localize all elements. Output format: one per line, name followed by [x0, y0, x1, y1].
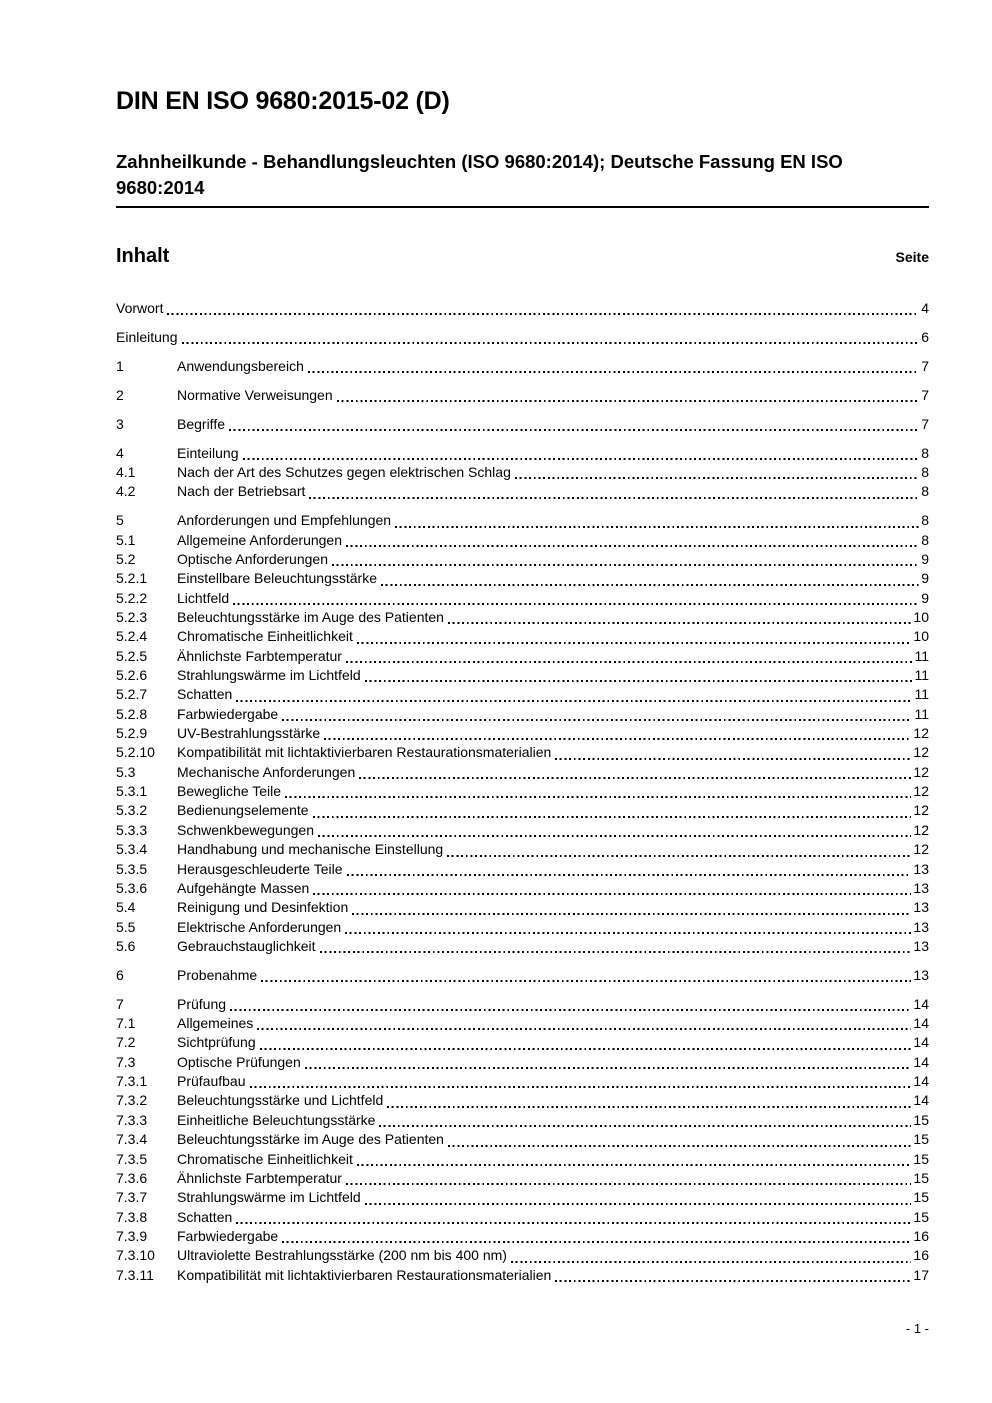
toc-entry-page: 4: [921, 300, 929, 316]
toc-entry-page: 8: [921, 531, 929, 548]
header-divider: [116, 206, 929, 208]
toc-entry: [116, 937, 929, 956]
toc-dot-leader: [318, 835, 911, 837]
toc-entry-number: 5.2.2: [116, 589, 148, 606]
toc-entry-page: 15: [913, 1131, 929, 1148]
toc-entry: [116, 1246, 929, 1265]
toc-entry: [116, 1266, 929, 1285]
toc-entry: [116, 1208, 929, 1227]
toc-dot-leader: [337, 400, 920, 402]
toc-entry-page: 10: [913, 609, 929, 626]
toc-entry-label: Schatten: [177, 686, 233, 703]
toc-entry-label: Strahlungswärme im Lichtfeld: [177, 1189, 361, 1206]
toc-entry-page: 12: [913, 725, 929, 742]
toc-entry-label: Einheitliche Beleuchtungsstärke: [177, 1111, 376, 1128]
toc-entry: [116, 1188, 929, 1207]
toc-entry: [116, 666, 929, 685]
toc-entry-page: 15: [913, 1111, 929, 1128]
toc-dot-leader: [395, 526, 919, 528]
toc-entry-page: 14: [913, 1092, 929, 1109]
toc-entry: [116, 299, 929, 318]
toc-entry-page: 11: [914, 667, 929, 684]
toc-entry-number: 5.1: [116, 531, 136, 548]
toc-dot-leader: [346, 545, 919, 547]
toc-entry-label: Beleuchtungsstärke im Auge des Patienten: [177, 1131, 444, 1148]
toc-entry-page: 13: [913, 966, 929, 983]
toc-dot-leader: [260, 1048, 912, 1050]
toc-entry-number: 5.2.8: [116, 705, 148, 722]
toc-page-column-label: Seite: [895, 249, 929, 265]
toc-entry-page: 15: [913, 1150, 929, 1167]
toc-entry-page: 15: [913, 1189, 929, 1206]
toc-dot-leader: [346, 661, 912, 663]
toc-entry-number: 5.3.1: [116, 783, 148, 800]
toc-dot-leader: [233, 603, 919, 605]
toc-entry-label: Einstellbare Beleuchtungsstärke: [177, 570, 378, 587]
toc-entry-page: 9: [921, 551, 929, 567]
toc-dot-leader: [313, 893, 911, 895]
toc-entry-label: Chromatische Einheitlichkeit: [177, 628, 353, 645]
toc-dot-leader: [387, 1106, 911, 1108]
toc-entry-label: Bewegliche Teile: [177, 783, 282, 800]
toc-entry-page: 9: [921, 570, 929, 587]
toc-dot-leader: [352, 913, 911, 915]
toc-entry-number: 5: [116, 512, 124, 529]
toc-entry-label: Beleuchtungsstärke und Lichtfeld: [177, 1092, 384, 1109]
toc-entry-label: Nach der Betriebsart: [177, 483, 306, 500]
toc-entry: [116, 1227, 929, 1246]
toc-entry-page: 13: [913, 899, 929, 916]
toc-entry-label: Anwendungsbereich: [177, 357, 304, 374]
toc-entry-number: 7.3.7: [116, 1189, 148, 1206]
toc-entry-label: Allgemeines: [177, 1015, 254, 1032]
toc-entry-page: 11: [914, 705, 929, 722]
toc-entry-page: 15: [913, 1208, 929, 1225]
toc-dot-leader: [332, 564, 919, 566]
toc-entry-page: 8: [921, 444, 929, 461]
document-content: [116, 0, 929, 1285]
toc-entry-page: 12: [913, 821, 929, 838]
toc-entry-page: 14: [913, 1073, 929, 1090]
toc-entry: [116, 879, 929, 898]
toc-entry-number: 7.3.9: [116, 1227, 148, 1244]
toc-entry-number: 5.2.7: [116, 686, 148, 703]
toc-entry: [116, 550, 929, 569]
toc-entry-label: Beleuchtungsstärke im Auge des Patienten: [177, 609, 444, 626]
toc-entry: [116, 1130, 929, 1149]
toc-entry-number: 7.3.8: [116, 1208, 148, 1225]
toc-heading: Inhalt: [116, 245, 170, 267]
toc-entry-label: Farbwiedergabe: [177, 1227, 279, 1244]
toc-entry-label: Chromatische Einheitlichkeit: [177, 1150, 353, 1167]
toc-entry: [116, 898, 929, 917]
toc-entry-number: 5.4: [116, 899, 136, 916]
toc-header: [116, 244, 929, 268]
toc-entry-number: 5.3.2: [116, 802, 148, 819]
toc-entry-number: 7.3.4: [116, 1131, 148, 1148]
toc-entry-page: 12: [913, 841, 929, 858]
toc-dot-leader: [285, 796, 911, 798]
toc-dot-leader: [365, 680, 913, 682]
toc-dot-leader: [313, 816, 912, 818]
toc-entry-label: Prüfaufbau: [177, 1073, 246, 1090]
toc-entry-number: 7.3: [116, 1053, 136, 1070]
toc-entry-page: 16: [913, 1247, 929, 1264]
toc-entry-number: 4.1: [116, 464, 136, 481]
toc-entry-number: 7.3.10: [116, 1247, 155, 1264]
toc-dot-leader: [167, 313, 919, 315]
toc-entry-label: Kompatibilität mit lichtaktivierbaren Restaurationsmaterialien: [177, 744, 552, 761]
toc-dot-leader: [448, 1145, 911, 1147]
toc-entry-label: Reinigung und Desinfektion: [177, 899, 349, 916]
toc-dot-leader: [555, 758, 911, 760]
toc-dot-leader: [515, 477, 919, 479]
toc-entry-label: Schatten: [177, 1208, 233, 1225]
toc-entry-label: Vorwort: [116, 300, 164, 316]
toc-entry-number: 7: [116, 995, 124, 1012]
toc-entry: [116, 569, 929, 588]
toc-dot-leader: [511, 1261, 911, 1263]
toc-dot-leader: [305, 1067, 912, 1069]
toc-entry: [116, 511, 929, 530]
toc-entry-page: 12: [913, 783, 929, 800]
toc-entry: [116, 386, 929, 405]
toc-list: [116, 299, 929, 1285]
toc-entry-label: Anforderungen und Empfehlungen: [177, 512, 392, 529]
toc-entry: [116, 763, 929, 782]
toc-entry: [116, 647, 929, 666]
toc-entry-number: 5.2.9: [116, 725, 148, 742]
toc-entry: [116, 705, 929, 724]
toc-entry-page: 15: [913, 1169, 929, 1186]
toc-entry-page: 13: [913, 879, 929, 896]
toc-entry: [116, 1111, 929, 1130]
toc-entry-number: 7.3.3: [116, 1111, 148, 1128]
toc-dot-leader: [555, 1280, 911, 1282]
toc-dot-leader: [308, 371, 919, 373]
toc-dot-leader: [282, 719, 912, 721]
toc-entry-number: 6: [116, 966, 124, 983]
toc-entry: [116, 724, 929, 743]
toc-entry-number: 5.2.3: [116, 609, 148, 626]
toc-dot-leader: [309, 497, 919, 499]
toc-dot-leader: [357, 1164, 912, 1166]
toc-entry: [116, 743, 929, 762]
toc-entry-label: Bedienungselemente: [177, 802, 309, 819]
toc-entry-page: 13: [913, 918, 929, 935]
toc-entry-label: Ähnlichste Farbtemperatur: [177, 647, 342, 664]
toc-entry-label: Probenahme: [177, 966, 258, 983]
toc-entry: [116, 1014, 929, 1033]
toc-entry-number: 5.2.4: [116, 628, 148, 645]
toc-entry-label: Einteilung: [177, 444, 239, 461]
toc-entry-page: 8: [921, 512, 929, 529]
toc-entry: [116, 821, 929, 840]
toc-entry-number: 4: [116, 444, 124, 461]
toc-entry: [116, 782, 929, 801]
toc-entry-page: 14: [913, 1015, 929, 1032]
toc-entry-page: 14: [913, 995, 929, 1012]
toc-entry-label: Farbwiedergabe: [177, 705, 279, 722]
toc-dot-leader: [236, 700, 912, 702]
toc-entry-page: 7: [921, 415, 929, 432]
toc-entry: [116, 1072, 929, 1091]
toc-entry-number: 1: [116, 357, 124, 374]
toc-entry-number: 7.3.1: [116, 1073, 148, 1090]
toc-entry-label: Einleitung: [116, 328, 178, 345]
toc-entry-page: 10: [913, 628, 929, 645]
toc-dot-leader: [347, 874, 912, 876]
toc-entry-number: 5.2.10: [116, 744, 155, 761]
toc-entry-page: 12: [913, 744, 929, 761]
toc-entry-number: 4.2: [116, 483, 136, 500]
toc-entry-page: 13: [913, 860, 929, 877]
toc-entry: [116, 1150, 929, 1169]
toc-entry-label: Kompatibilität mit lichtaktivierbaren Restaurationsmaterialien: [177, 1266, 552, 1283]
toc-entry: [116, 966, 929, 985]
toc-entry-number: 7.3.11: [116, 1266, 154, 1283]
toc-entry-label: Lichtfeld: [177, 589, 230, 606]
toc-dot-leader: [257, 1028, 911, 1030]
toc-dot-leader: [230, 1009, 911, 1011]
page-number-footer: - 1 -: [905, 1321, 929, 1336]
toc-entry-label: Ultraviolette Bestrahlungsstärke (200 nm bis 400 nm): [177, 1247, 507, 1264]
toc-entry: [116, 685, 929, 704]
toc-entry-page: 7: [921, 386, 929, 403]
toc-entry: [116, 918, 929, 937]
toc-entry: [116, 1033, 929, 1052]
toc-entry-number: 5.3.5: [116, 860, 148, 877]
toc-dot-leader: [229, 429, 919, 431]
toc-entry-number: 5.6: [116, 937, 136, 954]
toc-entry-label: Handhabung und mechanische Einstellung: [177, 841, 444, 858]
toc-entry: [116, 589, 929, 608]
toc-entry: [116, 357, 929, 376]
toc-entry-label: Mechanische Anforderungen: [177, 763, 356, 780]
toc-dot-leader: [357, 642, 912, 644]
toc-entry-label: UV-Bestrahlungsstärke: [177, 725, 321, 742]
toc-dot-leader: [282, 1241, 911, 1243]
toc-entry: [116, 328, 929, 347]
toc-entry-label: Aufgehängte Massen: [177, 879, 310, 896]
toc-entry-number: 7.3.5: [116, 1150, 148, 1167]
toc-entry: [116, 608, 929, 627]
toc-entry-page: 12: [913, 802, 929, 819]
toc-entry-label: Sichtprüfung: [177, 1034, 256, 1051]
toc-entry-label: Ähnlichste Farbtemperatur: [177, 1169, 342, 1186]
toc-entry-number: 5.2.5: [116, 647, 148, 664]
toc-entry-page: 11: [914, 686, 929, 703]
toc-dot-leader: [261, 980, 911, 982]
toc-entry-page: 13: [913, 937, 929, 954]
toc-dot-leader: [236, 1222, 911, 1224]
toc-entry-number: 7.2: [116, 1034, 136, 1051]
toc-entry-page: 8: [921, 464, 929, 481]
toc-dot-leader: [379, 1125, 911, 1127]
toc-entry-number: 5.3: [116, 763, 136, 780]
toc-dot-leader: [447, 855, 911, 857]
toc-entry: [116, 860, 929, 879]
toc-entry: [116, 444, 929, 463]
toc-entry-label: Prüfung: [177, 995, 227, 1012]
toc-dot-leader: [381, 584, 919, 586]
document-title: DIN EN ISO 9680:2015-02 (D): [116, 87, 450, 115]
toc-dot-leader: [448, 622, 911, 624]
toc-dot-leader: [320, 951, 912, 953]
toc-entry: [116, 627, 929, 646]
toc-entry: [116, 995, 929, 1014]
toc-entry-number: 7.3.2: [116, 1092, 148, 1109]
toc-entry-number: 5.5: [116, 918, 136, 935]
toc-dot-leader: [182, 342, 920, 344]
toc-entry: [116, 1169, 929, 1188]
toc-entry-label: Elektrische Anforderungen: [177, 918, 342, 935]
toc-entry: [116, 1053, 929, 1072]
toc-entry-page: 8: [921, 483, 929, 500]
toc-entry-label: Optische Prüfungen: [177, 1053, 301, 1070]
toc-dot-leader: [365, 1203, 912, 1205]
toc-entry-label: Strahlungswärme im Lichtfeld: [177, 667, 361, 684]
toc-entry-number: 5.2.1: [116, 570, 148, 587]
toc-entry-page: 9: [921, 589, 929, 606]
toc-entry-label: Begriffe: [177, 415, 225, 432]
toc-entry: [116, 482, 929, 501]
toc-entry: [116, 415, 929, 434]
toc-entry-page: 11: [914, 647, 929, 664]
toc-entry-number: 5.3.6: [116, 879, 148, 896]
toc-entry-label: Optische Anforderungen: [177, 551, 328, 567]
toc-entry-page: 7: [921, 357, 929, 374]
toc-entry: [116, 1091, 929, 1110]
toc-entry-label: Herausgeschleuderte Teile: [177, 860, 343, 877]
toc-entry: [116, 840, 929, 859]
toc-entry-number: 7.1: [116, 1015, 136, 1032]
toc-entry-number: 5.2.6: [116, 667, 148, 684]
toc-entry-number: 3: [116, 415, 124, 432]
toc-entry: [116, 463, 929, 482]
toc-entry: [116, 531, 929, 550]
toc-dot-leader: [345, 932, 911, 934]
toc-dot-leader: [250, 1086, 912, 1088]
toc-entry-page: 6: [921, 328, 929, 345]
toc-entry-page: 12: [913, 763, 929, 780]
toc-entry-page: 14: [913, 1053, 929, 1070]
toc-entry-page: 16: [913, 1227, 929, 1244]
toc-entry-number: 5.3.3: [116, 821, 148, 838]
toc-entry: [116, 801, 929, 820]
toc-entry-label: Nach der Art des Schutzes gegen elektrischen Schlag: [177, 464, 511, 481]
toc-entry-number: 2: [116, 386, 124, 403]
toc-entry-page: 17: [913, 1266, 929, 1283]
document-subtitle: Zahnheilkunde - Behandlungsleuchten (ISO 9680:2014); Deutsche Fassung EN ISO 9680:2014: [116, 151, 843, 198]
toc-entry-label: Allgemeine Anforderungen: [177, 531, 343, 548]
toc-entry-page: 14: [913, 1034, 929, 1051]
toc-dot-leader: [324, 738, 911, 740]
toc-entry-number: 5.2: [116, 551, 136, 567]
toc-entry-label: Normative Verweisungen: [177, 386, 333, 403]
toc-entry-label: Schwenkbewegungen: [177, 821, 314, 838]
toc-dot-leader: [243, 458, 920, 460]
toc-entry-number: 7.3.6: [116, 1169, 148, 1186]
toc-dot-leader: [346, 1183, 911, 1185]
toc-entry-label: Gebrauchstauglichkeit: [177, 937, 316, 954]
toc-dot-leader: [359, 777, 911, 779]
toc-entry-number: 5.3.4: [116, 841, 148, 858]
